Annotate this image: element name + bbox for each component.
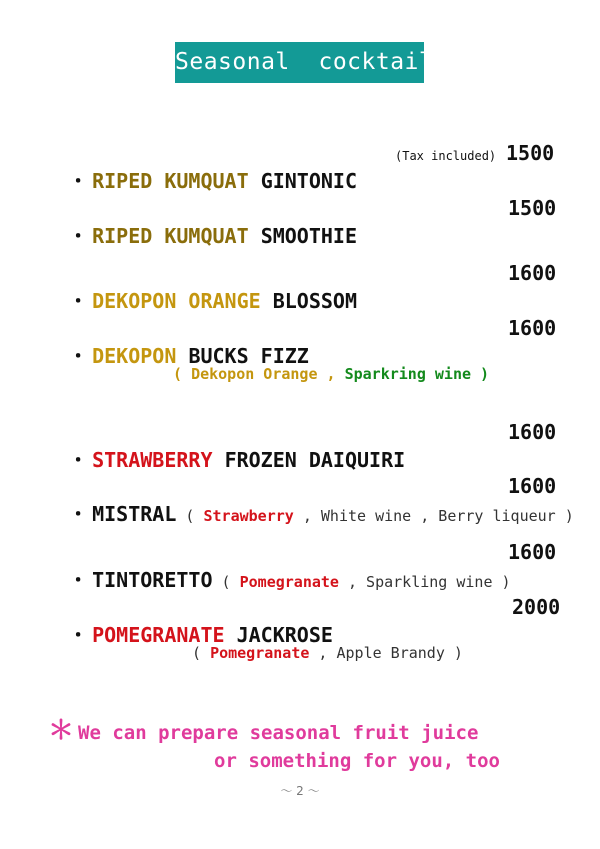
ingredient: Sparkring wine <box>344 365 472 383</box>
bullet: ・ <box>68 344 89 368</box>
item-highlight: RIPED KUMQUAT <box>92 224 249 248</box>
item-highlight: DEKOPON ORANGE <box>92 289 261 313</box>
menu-item-dekopon-blossom <box>44 261 357 314</box>
ingredients: , Sparkling wine ) <box>338 573 511 591</box>
ingredient: Strawberry <box>203 507 294 525</box>
tax-note: (Tax included) <box>395 149 497 163</box>
menu-item-strawberry-daiquiri <box>44 420 405 473</box>
item-price: 1600 <box>508 261 557 285</box>
item-highlight: STRAWBERRY <box>92 448 213 472</box>
footer-line-2: or something for you, too <box>214 750 500 772</box>
menu-item-tintoretto: ・ TINTORETTO ( Pomegranate , Sparkling wine ) <box>68 568 511 592</box>
item-price: 1500 <box>506 141 555 165</box>
ingredient: Dekopon Orange <box>191 365 318 383</box>
ingredient: Pomegranate <box>210 644 310 662</box>
item-highlight: DEKOPON <box>92 344 177 368</box>
asterisk-icon: ＊ <box>48 716 75 746</box>
item-name: FROZEN DAIQUIRI <box>224 448 406 472</box>
ingredients-jackrose: ( Pomegranate , Apple Brandy ) <box>192 644 463 662</box>
item-price: 1600 <box>508 420 557 444</box>
bullet: ・ <box>68 568 89 592</box>
item-price: 2000 <box>512 595 561 619</box>
item-name: GINTONIC <box>260 169 358 193</box>
item-name: JACKROSE <box>236 623 333 647</box>
item-name: TINTORETTO <box>92 568 213 592</box>
item-price: 1600 <box>508 316 557 340</box>
bullet: ・ <box>68 623 89 647</box>
item-highlight: POMEGRANATE <box>92 623 225 647</box>
item-name: BUCKS FIZZ <box>188 344 309 368</box>
item-name: MISTRAL <box>92 502 177 526</box>
menu-item-kumquat-smoothie <box>44 196 357 249</box>
item-name: BLOSSOM <box>272 289 358 313</box>
page-number: ～ 2 ～ <box>280 784 320 798</box>
item-price: 1600 <box>508 540 557 564</box>
menu-item-mistral: ・ MISTRAL ( Strawberry , White wine , Berry liqueur ) <box>68 502 574 526</box>
page-title: Seasonal cocktails <box>175 42 424 83</box>
ingredient: Pomegranate <box>239 573 339 591</box>
bullet: ・ <box>68 289 89 313</box>
item-price: 1500 <box>508 196 557 220</box>
bullet: ・ <box>68 448 89 472</box>
menu-item-dekopon-bucks-fizz <box>44 316 309 369</box>
bullet: ・ <box>68 224 89 248</box>
ingredients: , White wine , Berry liqueur ) <box>293 507 574 525</box>
ingredients-dekopon: ( Dekopon Orange , Sparkring wine ) <box>173 365 490 383</box>
bullet: ・ <box>68 169 89 193</box>
item-price: 1600 <box>508 474 557 498</box>
menu-item-kumquat-gintonic <box>44 141 357 194</box>
bullet: ・ <box>68 502 89 526</box>
menu-item-pomegranate-jackrose <box>44 595 333 648</box>
footer-line-1: ＊ We can prepare seasonal fruit juice <box>48 716 479 746</box>
item-highlight: RIPED KUMQUAT <box>92 169 249 193</box>
item-name: SMOOTHIE <box>260 224 358 248</box>
